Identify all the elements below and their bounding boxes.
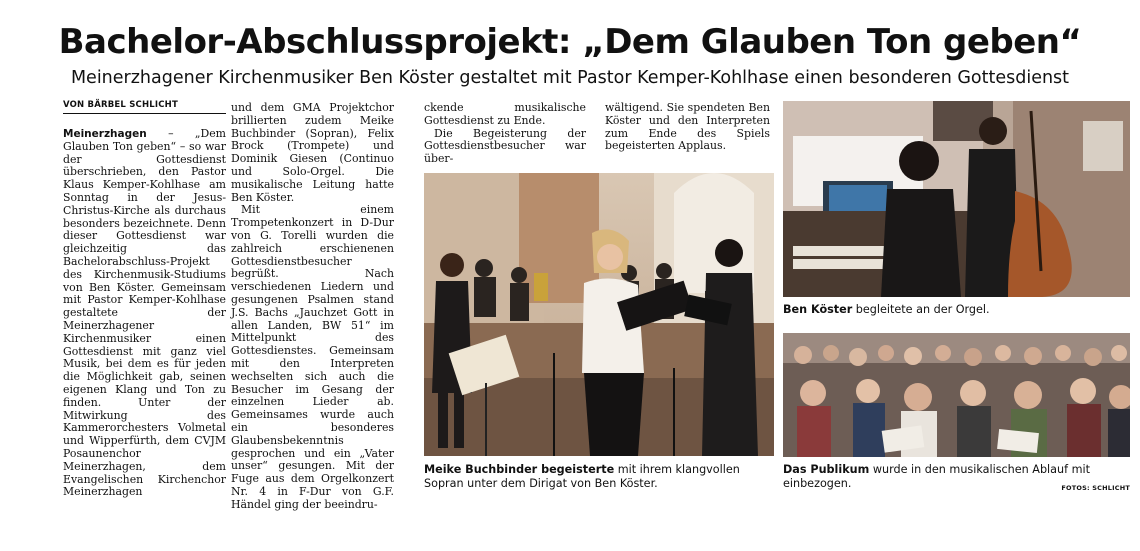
column-2-paragraph-2: Mit einem Trompetenkonzert in D-Dur von G. Torelli wurden die zahlreich erschienenen Gottesdienstbesucher begrüßt. Nach verschiedenen Liedern und gesungenen Psalmen stand J.S. Bachs „Jauchzet Gott in allen Landen, BW 51“ im Mittelpunkt des Gottesdienstes. Gemeinsam mit den Interpreten wechselten sich auch die Besucher im Gesang der einzelnen Lieder ab. Gemeinsames wurde auch ein besonderes Glaubensbekenntnis gesprochen und ein „Vater unser“ gesungen. Mit der Fuge aus dem Orgelkonzert Nr. 4 in F-Dur von G.F. Händel ging der beeindru- — [231, 203, 394, 511]
caption-bold: Ben Köster — [783, 303, 853, 316]
column-2-paragraph-1: und dem GMA Projektchor brillierten zudem Meike Buchbinder (Sopran), Felix Brock (Trompete) und Dominik Giesen (Continuo und Solo-Orgel. Die musikalische Leitung hatte Ben Köster. — [231, 101, 394, 204]
column-3-paragraph-2: Die Begeisterung der Gottesdienstbesucher war über- — [424, 126, 586, 166]
article-subheadline: Meinerzhagener Kirchenmusiker Ben Köster gestaltet mit Pastor Kemper-Kohlhase einen besonderen Gottesdienst — [70, 68, 1070, 88]
organ-photo-caption — [783, 303, 1133, 317]
column-1-text: – „Dem Glauben Ton geben“ – so war der Gottesdienst überschrieben, den Pastor Klaus Kemper-Kohlhase am Sonntag in der Jesus-Christus-Kirche als durchaus besonders bezeichnete. Denn dieser Gottesdienst war gleichzeitig das Bachelorabschluss-Projekt des Kirchenmusik-Studiums von Ben Köster. Gemeinsam mit Pastor Kemper-Kohlhase gestaltete der Meinerzhagener Kirchenmusiker einen Gottesdienst mit ganz viel Musik, bei dem es für jeden die Möglichkeit gab, seinen eigenen Klang und Ton zu finden. Unter der Mitwirkung des Kammerorchesters Volmetal und Wipperfürth, dem CVJM Posaunenchor Meinerzhagen, dem Evangelischen Kirchenchor Meinerzhagen — [63, 127, 226, 499]
concert-photo — [424, 173, 774, 456]
caption-text: begleitete an der Orgel. — [852, 303, 990, 316]
lead-location: Meinerzhagen — [63, 128, 147, 140]
text-column-1 — [63, 128, 226, 499]
organ-photo — [783, 101, 1130, 297]
audience-photo — [783, 333, 1130, 457]
article-headline: Bachelor-Abschlussprojekt: „Dem Glauben Ton geben“ — [58, 22, 1082, 62]
caption-text: mit ihrem klangvollen Sopran unter dem Dirigat von Ben Köster. — [424, 463, 740, 490]
text-column-4 — [605, 102, 770, 153]
caption-text: wurde in den musikalischen Ablauf mit einbezogen. — [783, 463, 1090, 490]
text-column-2 — [231, 102, 394, 512]
byline: VON BÄRBEL SCHLICHT — [63, 100, 226, 114]
concert-photo-caption — [424, 463, 776, 491]
caption-bold: Meike Buchbinder begeisterte — [424, 463, 615, 476]
text-column-3 — [424, 102, 586, 166]
column-4-paragraph-1: wältigend. Sie spendeten Ben Köster und den Interpreten zum Ende des Spiels begeisterten Applaus. — [605, 101, 770, 153]
column-3-paragraph-1: ckende musikalische Gottesdienst zu Ende. — [424, 101, 586, 127]
photo-credit: FOTOS: SCHLICHT — [1061, 484, 1130, 492]
caption-bold: Das Publikum — [783, 463, 870, 476]
